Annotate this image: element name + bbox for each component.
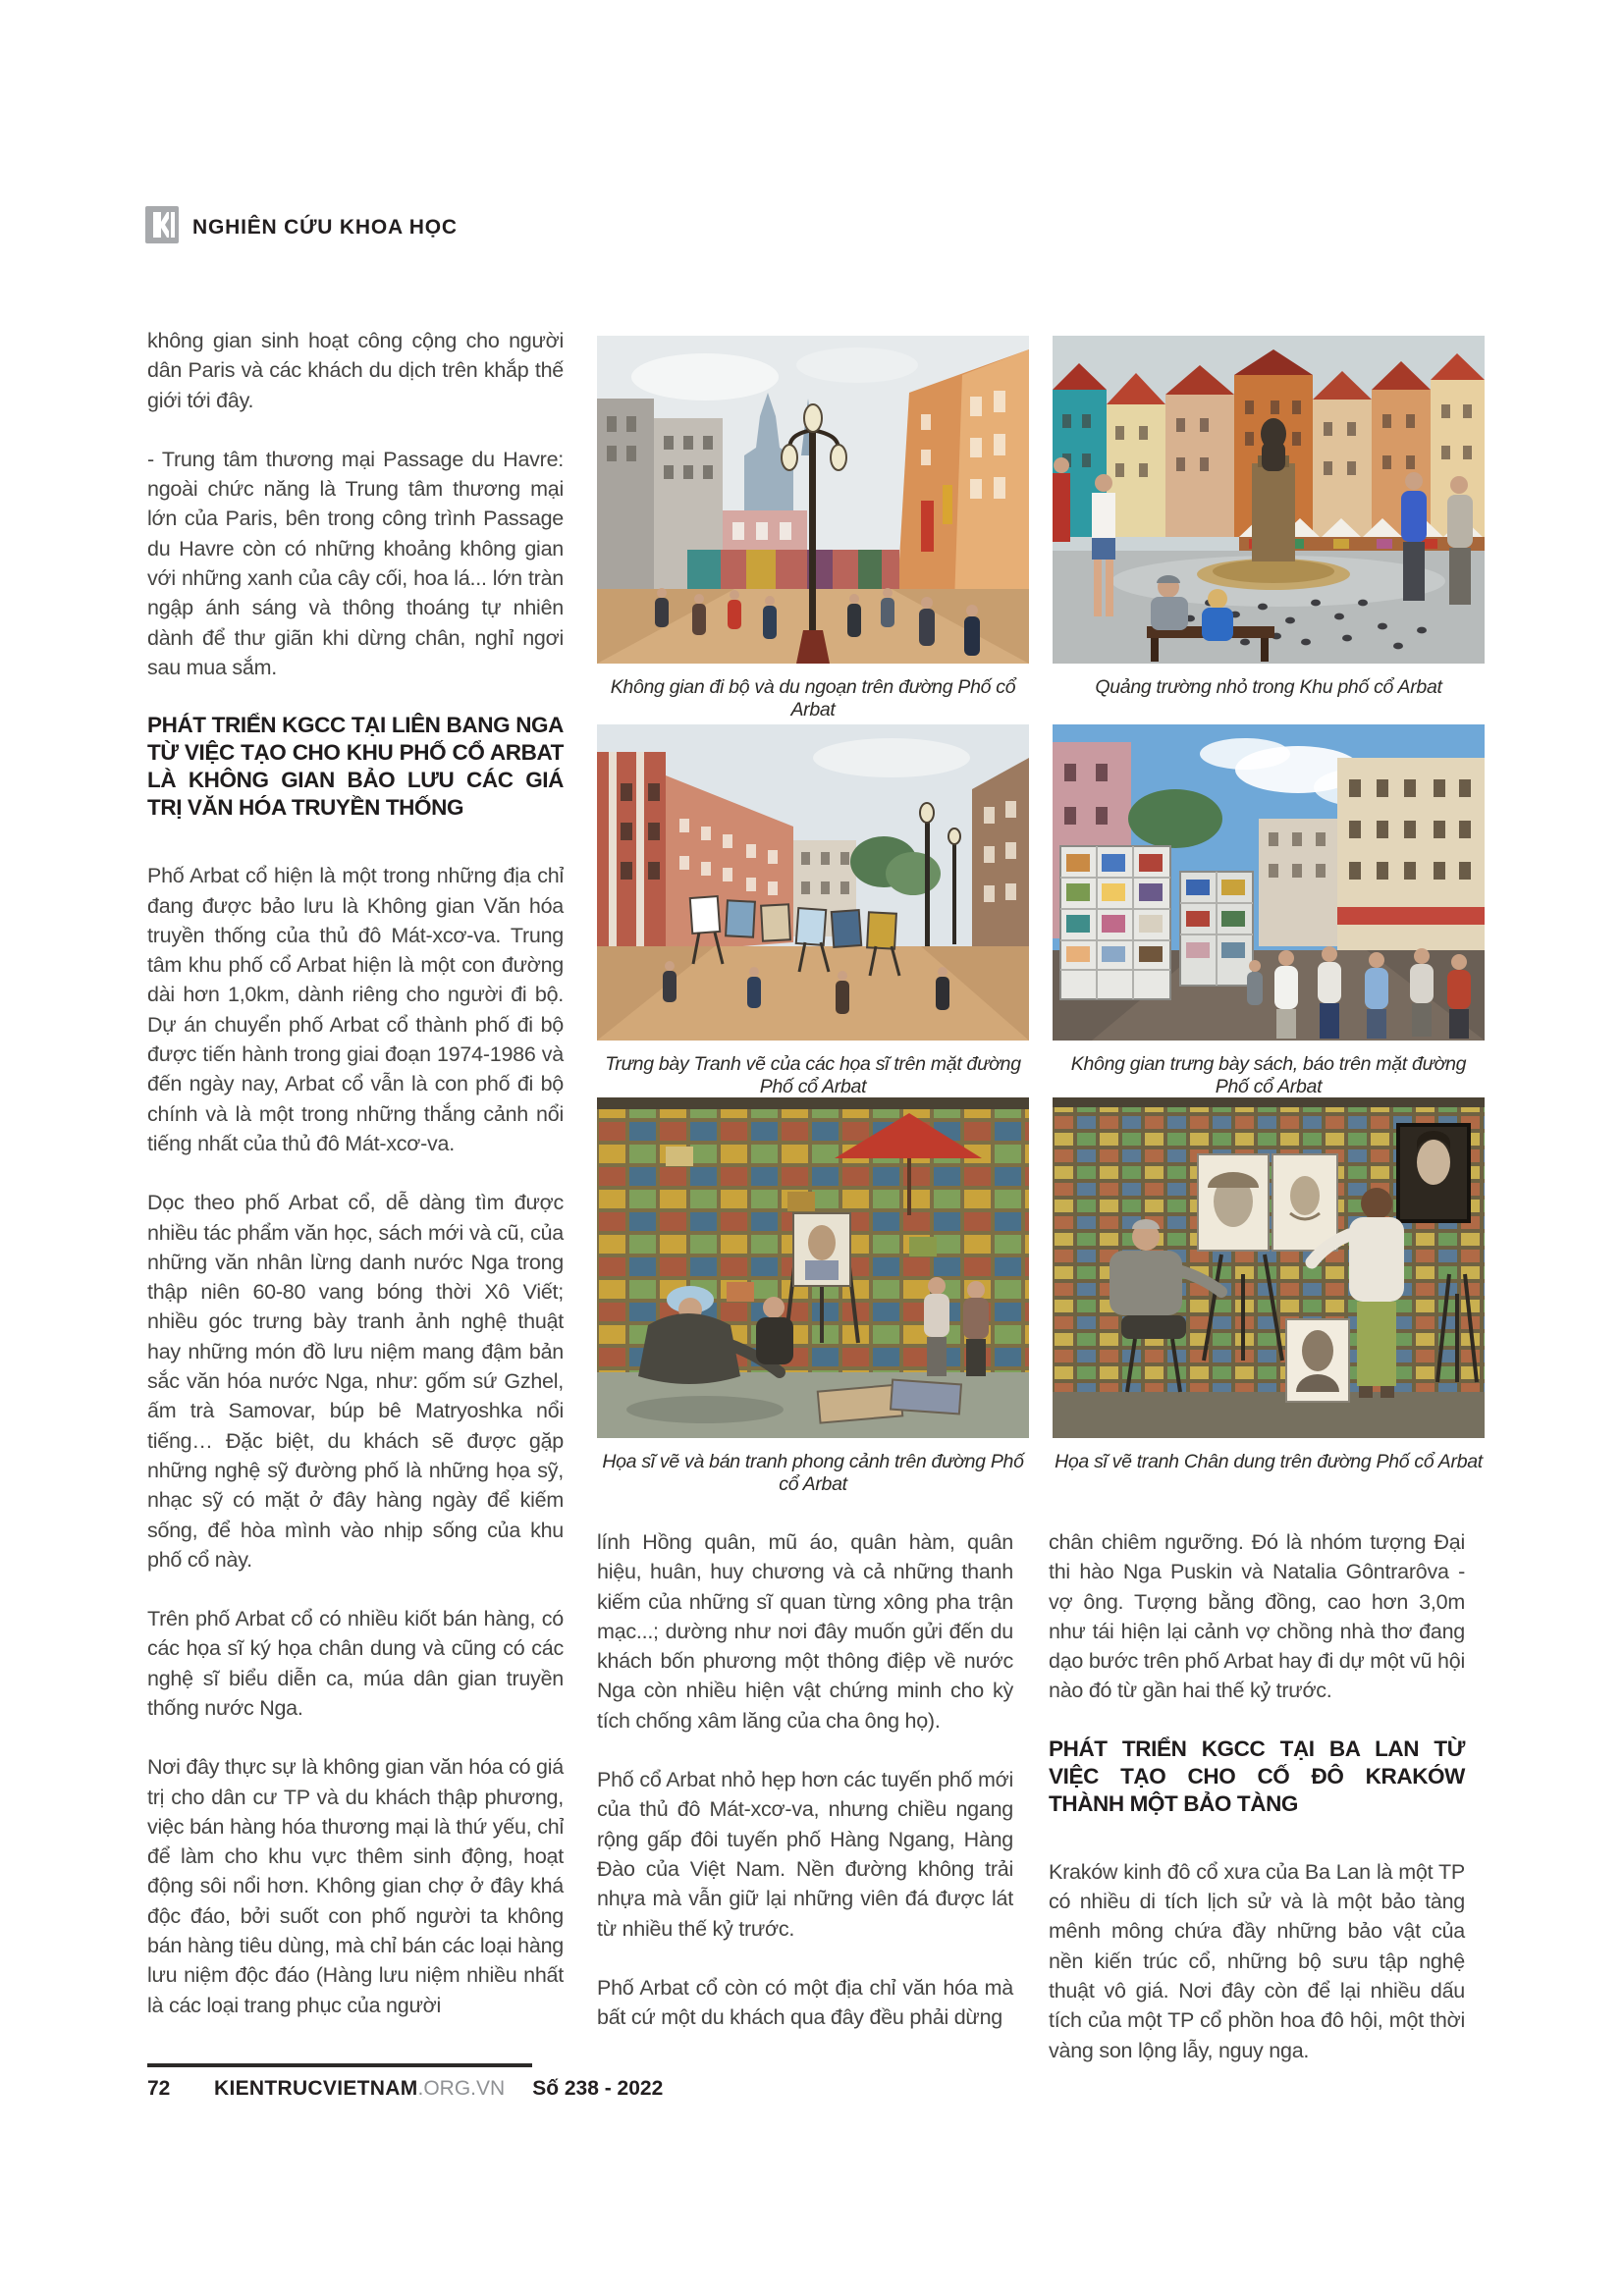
page-footer (147, 2063, 664, 2104)
section-title: NGHIÊN CỨU KHOA HỌC (192, 215, 458, 239)
paragraph: - Trung tâm thương mại Passage du Havre: ngoài chức năng là Trung tâm thương mại lớn của Paris, bên trong công trình Passage du Havre còn có những khoảng không gian với những xanh của cây cối, hoa lá... lớn tràn ngập ánh sáng và thông thoáng tự nhiên dành để thư giãn khi dừng chân, nghỉ ngơi sau mua sắm. (147, 447, 564, 679)
photo-caption: Không gian trưng bày sách, báo trên mặt đường Phố cổ Arbat (1070, 1053, 1467, 1097)
paragraph: Trên phố Arbat cổ có nhiều kiốt bán hàng, có các họa sĩ ký họa chân dung và cũng có các nghệ sĩ biểu diễn ca, múa dân gian truyền thống nước Nga. (147, 1607, 564, 1720)
paragraph: chân chiêm ngưỡng. Đó là nhóm tượng Đại thi hào Nga Puskin và Natalia Gôntrarôva - vợ ông. Tượng bằng đồng, cao hơn 3,0m như tái hiện lại cảnh vợ chồng nhà thơ đang dạo bước trên phố Arbat hay đi dự một vũ hội nào đó từ gần hai thế kỷ trước. (1049, 1530, 1465, 1703)
section-heading-russia: PHÁT TRIỂN KGCC TẠI LIÊN BANG NGA TỪ VIỆC TẠO CHO KHU PHỐ CỔ ARBAT LÀ KHÔNG GIAN BẢO LƯU CÁC GIÁ TRỊ VĂN HÓA TRUYỀN THỐNG (147, 713, 564, 821)
photo-caption: Quảng trường nhỏ trong Khu phố cổ Arbat (1095, 676, 1442, 698)
paragraph: lính Hồng quân, mũ áo, quân hàm, quân hiệu, huân, huy chương và cả những thanh kiếm của những sĩ quan từng xông pha trận mạc...; dường như nơi đây muốn gửi đến du khách bốn phương một thông điệp về nước Nga còn nhiều hiện vật chứng minh cho kỳ tích chống xâm lăng của cha ông họ). (597, 1530, 1013, 1733)
photo-caption: Họa sĩ vẽ và bán tranh phong cảnh trên đường Phố cổ Arbat (602, 1451, 1024, 1495)
left-column (147, 326, 564, 2020)
photo-old-town-square (1053, 336, 1485, 699)
middle-column (597, 1527, 1013, 2032)
paragraph: Phố Arbat cổ hiện là một trong những địa chỉ đang được bảo lưu là Không gian Văn hóa truyền thống của thủ đô Mát-xcơ-va. Trung tâm khu phố cổ Arbat hiện là một con đường dài hơn 1,0km, dành riêng cho người đi bộ. Dự án chuyển phố Arbat cổ thành phố đi bộ được tiến hành trong giai đoạn 1974-1986 và đến ngày nay, Arbat cổ vẫn là con phố đi bộ chính và là một trong những thắng cảnh nổi tiếng nhất của thủ đô Mát-xcơ-va. (147, 864, 564, 1155)
paragraph: Dọc theo phố Arbat cổ, dễ dàng tìm được nhiều tác phẩm văn học, sách mới và cũ, của những văn nhân lừng danh nước Nga trong thập niên 60-80 vang bóng thời Xô Viết; nhiều góc trưng bày tranh ảnh nghệ thuật hay những món đồ lưu niệm mang đậm bản sắc văn hóa nước Nga, như: gốm sứ Gzhel, ấm trà Samovar, búp bê Matryoshka nổi tiếng… Đặc biệt, du khách sẽ được gặp những nghệ sỹ đường phố là những họa sỹ, nhạc sỹ có mặt ở đây hàng ngày để kiếm sống, để hòa mình vào nhịp sống của khu phố cổ này. (147, 1191, 564, 1572)
photo-portrait-artists-wall (1053, 1097, 1485, 1473)
right-column (1049, 1527, 1465, 2065)
journal-website: KIENTRUCVIETNAM.ORG.VN (214, 2077, 506, 2100)
paragraph: Phố cổ Arbat nhỏ hẹp hơn các tuyến phố mới của thủ đô Mát-xcơ-va, nhưng chiều ngang rộng gấp đôi tuyến phố Hàng Ngang, Hàng Đào của Việt Nam. Nền đường không trải nhựa mà vẫn giữ lại những viên đá được lát từ nhiều thế kỷ trước. (597, 1768, 1013, 1941)
photo-arbat-paintings-display (597, 724, 1029, 1098)
paragraph: Nơi đây thực sự là không gian văn hóa có giá trị cho dân cư TP và du khách thập phương, việc bán hàng hóa thương mại là thứ yếu, chỉ để làm cho khu vực thêm sinh động, hoạt động sôi nổi hơn. Không gian chợ ở đây khá độc đáo, bởi suốt con phố người ta không bán hàng tiêu dùng, mà chỉ bán các loại hàng lưu niệm độc đáo (Hàng lưu niệm nhiều nhất là các loại trang phục của người (147, 1755, 564, 2017)
paragraph: Phố Arbat cổ còn có một địa chỉ văn hóa mà bất cứ một du khách qua đây đều phải dừng (597, 1975, 1013, 2030)
issue-number: Số 238 - 2022 (532, 2077, 664, 2100)
photo-artists-painting-wall (597, 1097, 1029, 1496)
photo-arbat-pedestrian-street (597, 336, 1029, 721)
paragraph: Kraków kinh đô cổ xưa của Ba Lan là một TP có nhiều di tích lịch sử và là một bảo tàng mênh mông chứa đầy những bảo vật của nền kiến trúc cổ, những bộ sưu tập nghệ thuật vô giá. Nơi đây còn để lại nhiều dấu tích của một TP cổ phồn hoa đô hội, một thời vàng son lộng lẫy, nguy nga. (1049, 1859, 1465, 2062)
photo-arbat-books-display (1053, 724, 1485, 1098)
photo-caption: Trưng bày Tranh vẽ của các họa sĩ trên mặt đường Phố cổ Arbat (605, 1053, 1021, 1097)
page-number: 72 (147, 2077, 171, 2100)
paragraph: không gian sinh hoạt công cộng cho người dân Paris và các khách du dịch trên khắp thế giới tới đây. (147, 329, 564, 412)
footer-rule (147, 2063, 532, 2067)
photo-caption: Họa sĩ vẽ tranh Chân dung trên đường Phố cổ Arbat (1055, 1451, 1483, 1472)
page-header (145, 206, 458, 248)
photo-caption: Không gian đi bộ và du ngoạn trên đường Phố cổ Arbat (610, 676, 1016, 721)
section-heading-poland: PHÁT TRIỂN KGCC TẠI BA LAN TỪ VIỆC TẠO CHO CỐ ĐÔ KRAKÓW THÀNH MỘT BẢO TÀNG (1049, 1735, 1465, 1816)
journal-logo-icon (145, 206, 179, 248)
